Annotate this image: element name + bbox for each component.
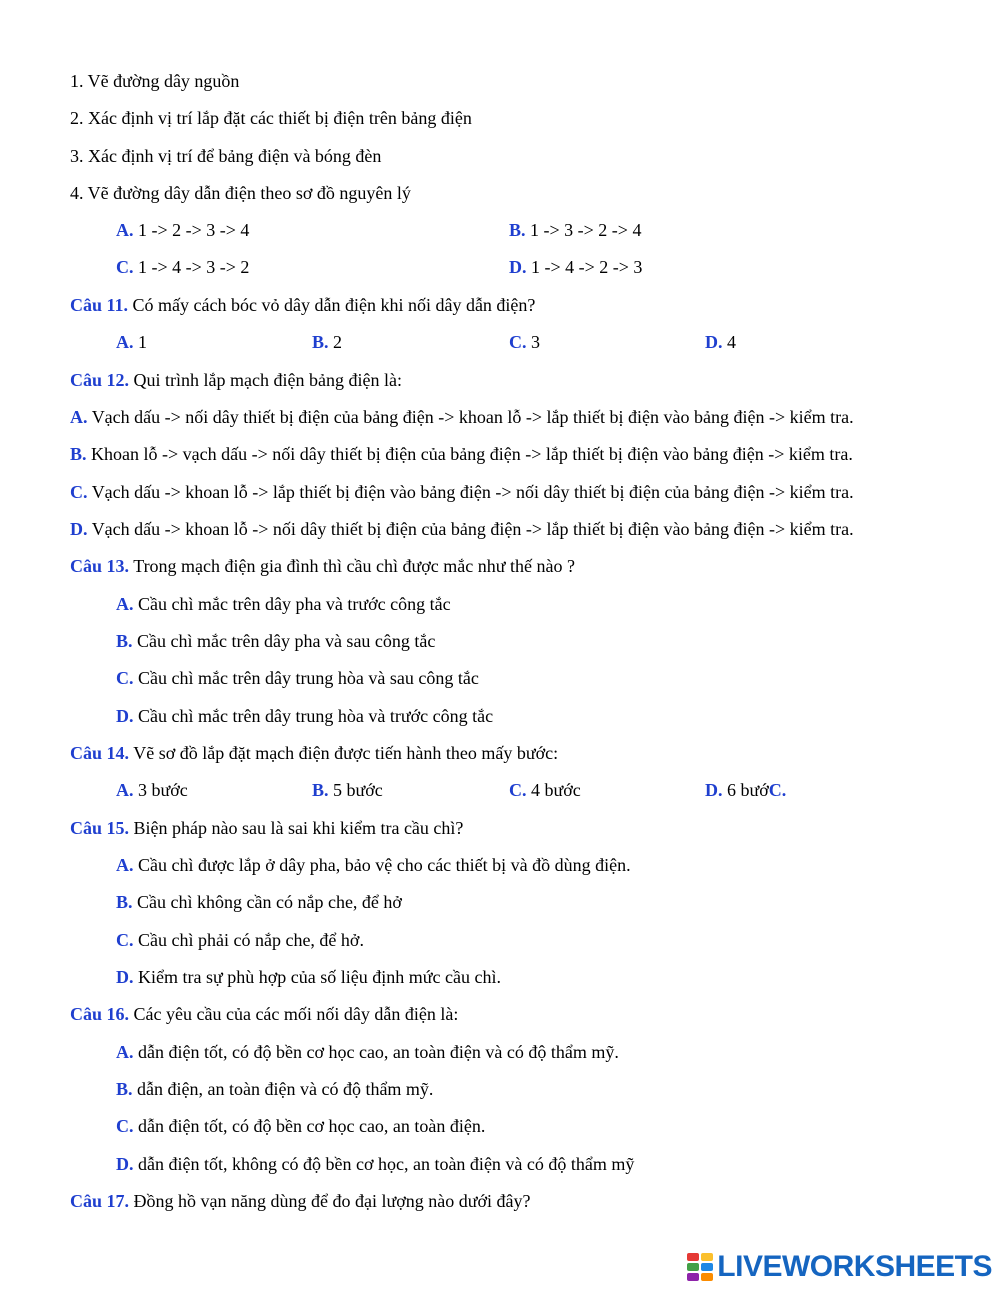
step-4: 4. Vẽ đường dây dẫn điện theo sơ đồ nguyên lý (70, 183, 411, 203)
q14-option-a: A. 3 bước (116, 780, 188, 800)
q16-option-b: B. dẫn điện, an toàn điện và có độ thẩm mỹ. (116, 1079, 434, 1099)
question-17: Câu 17. Đồng hồ vạn năng dùng để đo đại lượng nào dưới đây? (70, 1191, 531, 1211)
step-2: 2. Xác định vị trí lắp đặt các thiết bị điện trên bảng điện (70, 108, 472, 128)
q13-option-c: C. Cầu chì mắc trên dây trung hòa và sau công tắc (116, 668, 479, 688)
q10-option-a: A. 1 -> 2 -> 3 -> 4 (116, 220, 250, 240)
q13-option-a: A. Cầu chì mắc trên dây pha và trước công tắc (116, 594, 451, 614)
q10-option-b: B. 1 -> 3 -> 2 -> 4 (509, 220, 642, 240)
liveworksheets-icon (687, 1253, 713, 1281)
q11-option-b: B. 2 (312, 332, 343, 352)
question-14: Câu 14. Vẽ sơ đồ lắp đặt mạch điện được tiến hành theo mấy bước: (70, 743, 559, 763)
q10-option-c: C. 1 -> 4 -> 3 -> 2 (116, 257, 250, 277)
q14-option-d: D. 6 bướC. (705, 780, 787, 800)
liveworksheets-logo[interactable] (687, 1249, 992, 1285)
q16-option-d: D. dẫn điện tốt, không có độ bền cơ học, an toàn điện và có độ thẩm mỹ (116, 1154, 635, 1174)
q11-option-c: C. 3 (509, 332, 540, 352)
q16-option-a: A. dẫn điện tốt, có độ bền cơ học cao, an toàn điện và có độ thẩm mỹ. (116, 1042, 619, 1062)
q11-option-a: A. 1 (116, 332, 147, 352)
question-16: Câu 16. Các yêu cầu của các mối nối dây dẫn điện là: (70, 1004, 459, 1024)
question-12: Câu 12. Qui trình lắp mạch điện bảng điện là: (70, 370, 402, 390)
q12-option-a: A. Vạch dấu -> nối dây thiết bị điện của bảng điện -> khoan lỗ -> lắp thiết bị điện vào bảng điện -> kiểm tra. (70, 407, 854, 427)
q11-option-d: D. 4 (705, 332, 736, 352)
q15-option-a: A. Cầu chì được lắp ở dây pha, bảo vệ cho các thiết bị và đồ dùng điện. (116, 855, 631, 875)
q15-option-d: D. Kiểm tra sự phù hợp của số liệu định mức cầu chì. (116, 967, 501, 987)
step-1: 1. Vẽ đường dây nguồn (70, 71, 240, 91)
q12-option-b: B. Khoan lỗ -> vạch dấu -> nối dây thiết bị điện của bảng điện -> lắp thiết bị điện vào bảng điện -> kiểm tra. (70, 444, 853, 464)
step-3: 3. Xác định vị trí để bảng điện và bóng đèn (70, 146, 382, 166)
question-11: Câu 11. Có mấy cách bóc vỏ dây dẫn điện khi nối dây dẫn điện? (70, 295, 536, 315)
q14-option-c: C. 4 bước (509, 780, 581, 800)
q16-option-c: C. dẫn điện tốt, có độ bền cơ học cao, an toàn điện. (116, 1116, 486, 1136)
q12-option-c: C. Vạch dấu -> khoan lỗ -> lắp thiết bị điện vào bảng điện -> nối dây thiết bị điện của bảng điện -> kiểm tra. (70, 482, 854, 502)
question-15: Câu 15. Biện pháp nào sau là sai khi kiểm tra cầu chì? (70, 818, 464, 838)
q13-option-d: D. Cầu chì mắc trên dây trung hòa và trước công tắc (116, 706, 494, 726)
q14-option-b: B. 5 bước (312, 780, 383, 800)
q13-option-b: B. Cầu chì mắc trên dây pha và sau công tắc (116, 631, 436, 651)
q15-option-c: C. Cầu chì phải có nắp che, để hở. (116, 930, 364, 950)
q10-option-d: D. 1 -> 4 -> 2 -> 3 (509, 257, 643, 277)
question-13: Câu 13. Trong mạch điện gia đình thì cầu chì được mắc như thế nào ? (70, 556, 575, 576)
liveworksheets-text: LIVEWORKSHEETS (717, 1250, 992, 1283)
q12-option-d: D. Vạch dấu -> khoan lỗ -> nối dây thiết bị điện của bảng điện -> lắp thiết bị điện vào bảng điện -> kiểm tra. (70, 519, 854, 539)
q15-option-b: B. Cầu chì không cần có nắp che, để hở (116, 892, 402, 912)
